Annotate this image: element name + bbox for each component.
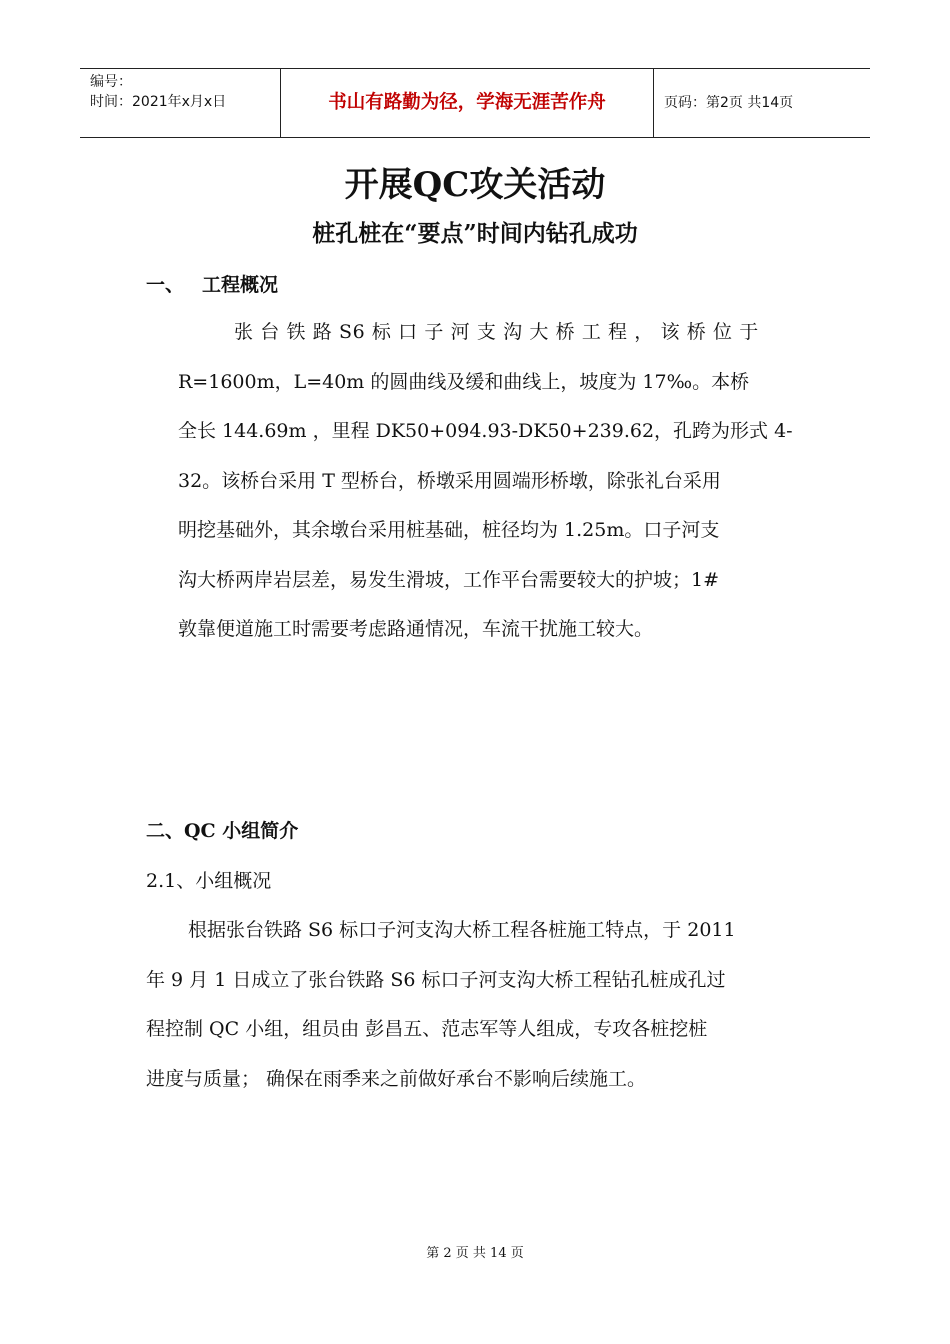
paragraph-line: 程控制 QC 小组，组员由 彭昌五、范志军等人组成，专攻各桩挖桩 xyxy=(146,1018,708,1040)
number-label: 编号： xyxy=(90,74,132,90)
paragraph-line: 根据张台铁路 S6 标口子河支沟大桥工程各桩施工特点，于 2011 xyxy=(188,919,736,941)
page-subtitle: 桩孔桩在“要点”时间内钻孔成功 xyxy=(312,220,638,247)
page-footer: 第 2 页 共 14 页 xyxy=(426,1246,524,1261)
section2-heading: 二、QC 小组简介 xyxy=(146,820,299,842)
header-page-info: 页码：第2页 共14页 xyxy=(664,95,794,111)
paragraph-line: R=1600m，L=40m 的圆曲线及缓和曲线上，坡度为 17‰。本桥 xyxy=(178,370,750,393)
paragraph-line: 明挖基础外，其余墩台采用桩基础，桩径均为 1.25m。口子河支 xyxy=(178,519,720,541)
header-meta-cell xyxy=(80,69,281,137)
date-label: 时间：2021年x月x日 xyxy=(90,94,227,110)
document-header xyxy=(80,68,870,138)
section2-paragraph xyxy=(146,906,806,1104)
paragraph-line: 沟大桥两岸岩层差，易发生滑坡，工作平台需要较大的护坡；1# xyxy=(178,568,720,591)
paragraph-line: 32。该桥台采用 T 型桥台，桥墩采用圆端形桥墩，除张礼台采用 xyxy=(178,469,721,492)
section1-heading xyxy=(146,270,278,300)
section2-sub-heading: 2.1、小组概况 xyxy=(146,870,272,892)
paragraph-line: 进度与质量； 确保在雨季来之前做好承台不影响后续施工。 xyxy=(146,1067,647,1090)
header-motto: 书山有路勤为径，学海无涯苦作舟 xyxy=(281,69,654,137)
paragraph-line: 敦靠便道施工时需要考虑路通情况，车流干扰施工较大。 xyxy=(178,618,654,640)
paragraph-line: 张 台 铁 路 S6 标 口 子 河 支 沟 大 桥 工 程 ， 该 桥 位 于 xyxy=(234,321,759,343)
page-title: 开展QC攻关活动 xyxy=(344,165,606,205)
section1-number: 一、 xyxy=(146,274,185,296)
section1-paragraph xyxy=(178,308,806,655)
paragraph-line: 全长 144.69m ，里程 DK50+094.93-DK50+239.62，孔跨为形式 4- xyxy=(178,420,793,442)
paragraph-line: 年 9 月 1 日成立了张台铁路 S6 标口子河支沟大桥工程钻孔桩成孔过 xyxy=(146,968,726,991)
section1-title: 工程概况 xyxy=(202,274,279,296)
